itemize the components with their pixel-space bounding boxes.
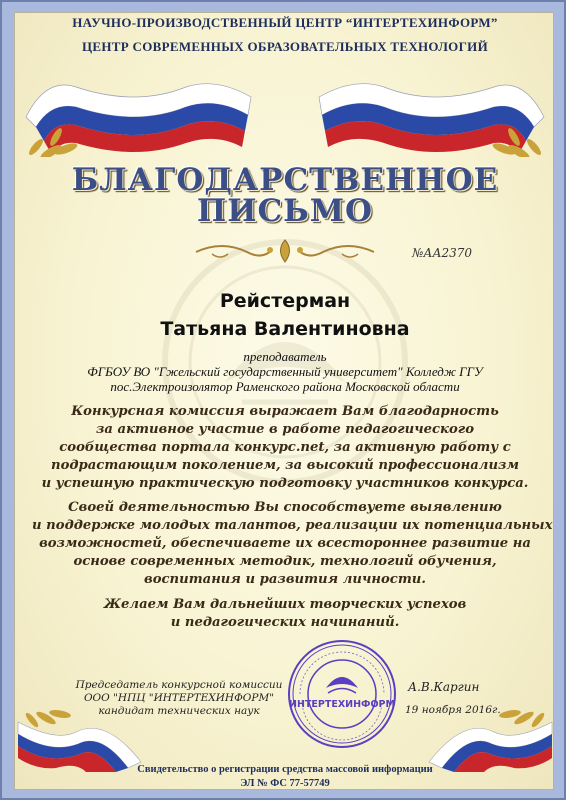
paragraph-line: Своей деятельностью Вы способствуете выявлению bbox=[68, 500, 502, 515]
certificate-number: №АА2370 bbox=[412, 246, 473, 260]
document-title-line1: БЛАГОДАРСТВЕННОЕ bbox=[71, 162, 499, 198]
recipient-surname: Рейстерман bbox=[219, 290, 351, 312]
paragraph-line: и педагогических начинаний. bbox=[170, 615, 400, 630]
paragraph-line: подрастающим поколением, за высокий профессионализм bbox=[50, 458, 520, 473]
paragraph-line: и успешную практическую подготовку участников конкурса. bbox=[41, 476, 529, 491]
organization-name: НАУЧНО-ПРОИЗВОДСТВЕННЫЙ ЦЕНТР “ИНТЕРТЕХИНФОРМ” bbox=[72, 15, 498, 30]
wishes-paragraph bbox=[32, 596, 538, 632]
paragraph-line: основе современных методик, технологий обучения, bbox=[73, 554, 497, 569]
issue-date: 19 ноября 2016г. bbox=[405, 704, 501, 716]
signatory-degree-line: кандидат технических наук bbox=[98, 705, 260, 717]
signatory-role-line: Председатель конкурсной комиссии bbox=[75, 679, 283, 691]
russian-flag-ribbon-right-icon bbox=[314, 57, 554, 157]
organization-subtitle: ЦЕНТР СОВРЕМЕННЫХ ОБРАЗОВАТЕЛЬНЫХ ТЕХНОЛОГИЙ bbox=[82, 39, 488, 54]
gratitude-paragraph bbox=[32, 403, 538, 493]
paragraph-line: возможностей, обеспечиваете их всестороннее развитие на bbox=[39, 536, 531, 551]
recipient-organization: ФГБОУ ВО "Гжельский государственный университет" Колледж ГГУ bbox=[87, 364, 483, 379]
contribution-paragraph bbox=[32, 499, 553, 589]
recipient-name: Татьяна Валентиновна bbox=[160, 318, 410, 340]
paragraph-line: сообщества портала конкурс.net, за активную работу с bbox=[59, 440, 511, 455]
paragraph-line: Конкурсная комиссия выражает Вам благодарность bbox=[71, 404, 499, 419]
russian-flag-ribbon-bottom-right-icon bbox=[424, 692, 554, 772]
russian-flag-ribbon-left-icon bbox=[16, 57, 256, 157]
gold-ornament-divider-icon bbox=[192, 238, 378, 264]
recipient-position: преподаватель bbox=[243, 349, 327, 364]
signatory-name: А.В.Каргин bbox=[408, 680, 480, 694]
signatory-org-line: ООО "НПЦ "ИНТЕРТЕХИНФОРМ" bbox=[83, 692, 275, 704]
russian-flag-ribbon-bottom-left-icon bbox=[16, 692, 146, 772]
registration-certificate-text: Свидетельство о регистрации средства массовой информации bbox=[137, 764, 433, 775]
document-title-line2: ПИСЬМО bbox=[196, 193, 374, 229]
paragraph-line: и поддержке молодых талантов, реализации их потенциальных bbox=[32, 518, 553, 533]
paragraph-line: Желаем Вам дальнейших творческих успехов bbox=[103, 597, 467, 612]
official-stamp-icon bbox=[286, 638, 398, 750]
recipient-location: пос.Электроизолятор Раменского района Московской области bbox=[110, 379, 460, 394]
stamp-center-text: ИНТЕРТЕХИНФОРМ bbox=[289, 699, 395, 710]
paragraph-line: за активное участие в работе педагогического bbox=[96, 422, 474, 437]
paragraph-line: воспитания и развития личности. bbox=[144, 572, 426, 587]
registration-number: ЭЛ № ФС 77-57749 bbox=[240, 778, 330, 789]
